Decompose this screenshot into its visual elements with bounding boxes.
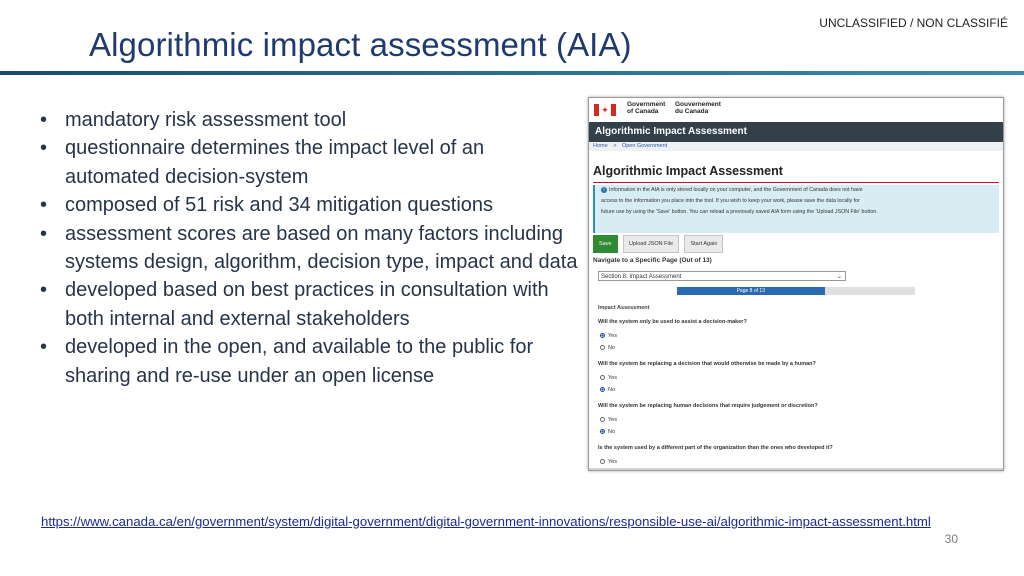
- page-number: 30: [944, 532, 958, 546]
- breadcrumb-home[interactable]: Home: [593, 143, 608, 149]
- radio-option[interactable]: Yes: [600, 417, 617, 423]
- action-buttons: [593, 235, 724, 253]
- info-notice: i Information in the AIA is only stored locally on your computer, and the Government of Canada does not have access to the information you place into the tool. If you wish to keep your work, please save the data locally for future use by using the 'Save' button. You can reload a previously saved AIA form using the 'Upload JSON File' button.: [593, 185, 999, 233]
- gov-name-fr: Gouvernement du Canada: [675, 101, 721, 115]
- classification-label: UNCLASSIFIED / NON CLASSIFIÉ: [819, 16, 1008, 30]
- breadcrumb: [589, 142, 1003, 151]
- gc-header: [589, 98, 1003, 122]
- progress-bar: [677, 287, 915, 295]
- radio-unselected-icon[interactable]: [600, 345, 605, 350]
- breadcrumb-separator: >: [613, 143, 617, 149]
- question-label: Will the system be replacing human decisions that require judgement or discretion?: [598, 403, 818, 409]
- question-label: Will the system only be used to assist a decision-maker?: [598, 319, 747, 325]
- upload-json-button[interactable]: Upload JSON File: [623, 235, 679, 253]
- radio-option[interactable]: No: [600, 387, 615, 393]
- canada-flag-icon: ✦: [594, 104, 616, 116]
- bullet-item: • mandatory risk assessment tool: [40, 106, 580, 134]
- question-label: Will the system be replacing a decision that would otherwise be made by a human?: [598, 361, 816, 367]
- chevron-down-icon: ⌄: [836, 274, 842, 280]
- page-navigation-label: Navigate to a Specific Page (Out of 13): [593, 257, 712, 264]
- radio-option[interactable]: No: [600, 429, 615, 435]
- aia-tool-screenshot: [588, 97, 1004, 471]
- radio-selected-icon[interactable]: [600, 429, 605, 434]
- page-select[interactable]: Section 8: Impact Assessment ⌄: [598, 271, 846, 281]
- radio-unselected-icon[interactable]: [600, 375, 605, 380]
- app-title-bar: Algorithmic Impact Assessment: [589, 122, 1003, 142]
- save-button[interactable]: Save: [593, 235, 618, 253]
- title-rule: [0, 71, 1024, 75]
- radio-option[interactable]: Yes: [600, 459, 617, 465]
- page-heading: Algorithmic Impact Assessment: [593, 164, 783, 178]
- radio-selected-icon[interactable]: [600, 333, 605, 338]
- bullet-item: • assessment scores are based on many factors including systems design, algorithm, decision type, impact and data: [40, 220, 580, 277]
- bullet-item: • questionnaire determines the impact level of an automated decision-system: [40, 134, 580, 191]
- radio-unselected-icon[interactable]: [600, 459, 605, 464]
- heading-rule: [593, 182, 999, 183]
- bullet-item: • composed of 51 risk and 34 mitigation questions: [40, 191, 580, 219]
- source-link[interactable]: https://www.canada.ca/en/government/system/digital-government/digital-government-innovations/responsible-use-ai/algorithmic-impact-assessment.html: [41, 514, 931, 529]
- radio-option[interactable]: Yes: [600, 375, 617, 381]
- screenshot-bottom-edge: [589, 468, 1003, 470]
- radio-unselected-icon[interactable]: [600, 417, 605, 422]
- bullet-item: • developed based on best practices in consultation with both internal and external stakeholders: [40, 276, 580, 333]
- section-label: Impact Assessment: [598, 305, 650, 311]
- bullet-item: • developed in the open, and available to the public for sharing and re-use under an open license: [40, 333, 580, 390]
- start-again-button[interactable]: Start Again: [684, 235, 723, 253]
- radio-option[interactable]: Yes: [600, 333, 617, 339]
- bullet-list: [40, 106, 580, 390]
- gov-name-en: Government of Canada: [627, 101, 666, 115]
- radio-selected-icon[interactable]: [600, 387, 605, 392]
- slide-title: Algorithmic impact assessment (AIA): [89, 26, 632, 63]
- breadcrumb-open-government[interactable]: Open Government: [621, 143, 668, 149]
- question-label: Is the system used by a different part of the organization than the ones who developed it?: [598, 445, 833, 451]
- radio-option[interactable]: No: [600, 345, 615, 351]
- progress-bar-fill: Page 8 of 13: [677, 287, 825, 295]
- info-icon: i: [601, 187, 607, 193]
